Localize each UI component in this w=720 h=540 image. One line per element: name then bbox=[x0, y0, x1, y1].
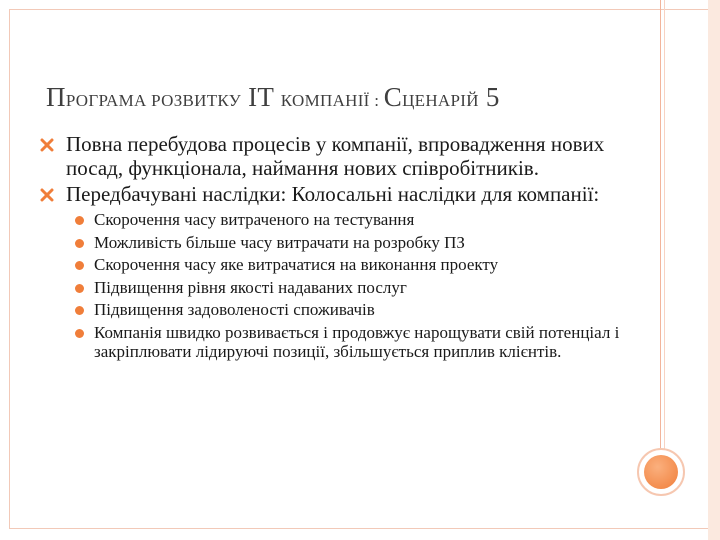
title-smallcaps-2: КОМПАНІЇ : bbox=[280, 91, 384, 110]
decor-circle bbox=[644, 455, 678, 489]
sub-bullet-text: Підвищення рівня якості надаваних послуг bbox=[94, 277, 407, 297]
title-smallcaps-3: ЦЕНАРІЙ bbox=[402, 91, 479, 110]
sub-bullet-text: Підвищення задоволеності споживачів bbox=[94, 300, 375, 319]
dot-bullet-icon bbox=[75, 216, 84, 225]
dot-bullet-icon bbox=[75, 306, 84, 315]
slide-content bbox=[40, 132, 640, 365]
vertical-decor-line bbox=[660, 0, 661, 458]
dot-bullet-icon bbox=[75, 284, 84, 293]
slide-title bbox=[46, 82, 666, 113]
bullet-text: Передбачувані наслідки: Колосальні наслідки для компанії: bbox=[66, 182, 600, 206]
bullet-text: Повна перебудова процесів у компанії, впровадження нових посад, функціонала, наймання нових співробітників. bbox=[66, 132, 605, 180]
sub-bullet-item bbox=[74, 255, 640, 275]
title-it: IT bbox=[241, 82, 281, 112]
sub-bullet-item bbox=[74, 233, 640, 253]
bullet-item bbox=[40, 182, 640, 206]
sub-bullet-text: Скорочення часу витраченого на тестування bbox=[94, 210, 415, 229]
dot-bullet-icon bbox=[75, 261, 84, 270]
sub-bullet-item bbox=[74, 278, 640, 298]
title-smallcaps-1: РОГРАМА РОЗВИТКУ bbox=[65, 91, 242, 110]
dot-bullet-icon bbox=[75, 329, 84, 338]
sub-bullet-text: Компанія швидко розвивається і продовжує нарощувати свій потенціал і закріплювати лідируючі позиції, збільшується приплив клієнтів. bbox=[94, 322, 620, 361]
sub-bullet-item bbox=[74, 323, 640, 362]
x-bullet-icon bbox=[40, 138, 54, 152]
vertical-decor-line-2 bbox=[664, 0, 665, 458]
sub-bullet-text: Скорочення часу яке витрачатися на виконання проекту bbox=[94, 255, 499, 274]
sub-bullet-list bbox=[74, 210, 640, 362]
x-bullet-icon bbox=[40, 188, 54, 202]
title-number: 5 bbox=[478, 82, 500, 112]
right-decor-band bbox=[708, 0, 720, 540]
sub-bullet-text: Можливість більше часу витрачати на розробку ПЗ bbox=[94, 232, 465, 252]
bullet-item bbox=[40, 132, 640, 180]
title-cap-1: П bbox=[46, 82, 66, 112]
title-cap-2: С bbox=[383, 82, 403, 112]
dot-bullet-icon bbox=[75, 239, 84, 248]
sub-bullet-item bbox=[74, 210, 640, 230]
sub-bullet-item bbox=[74, 300, 640, 320]
